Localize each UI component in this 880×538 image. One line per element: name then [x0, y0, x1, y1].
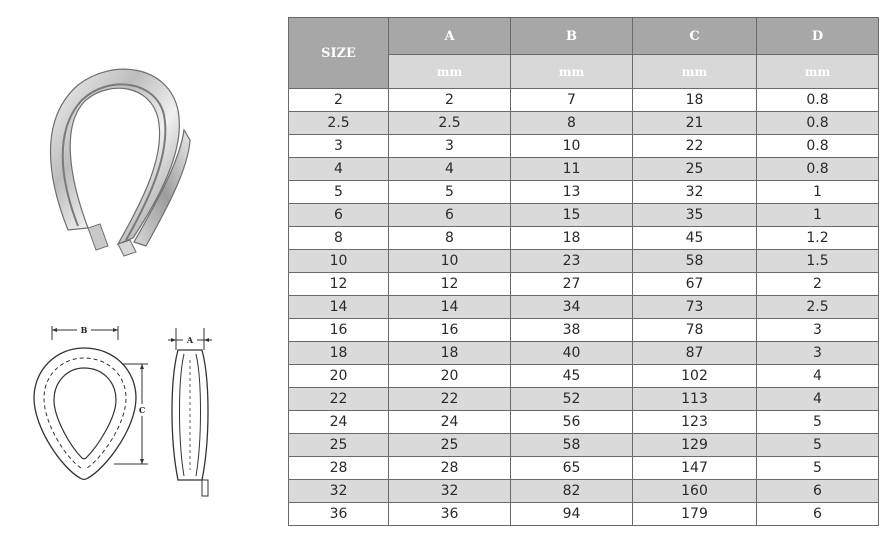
cell-b: 56: [511, 411, 633, 434]
cell-a: 25: [389, 434, 511, 457]
cell-c: 18: [633, 89, 757, 112]
table-row: [289, 480, 879, 503]
dimension-label-a: A: [186, 335, 194, 345]
cell-d: 0.8: [757, 112, 879, 135]
cell-a: 10: [389, 250, 511, 273]
cell-c: 129: [633, 434, 757, 457]
column-header-c: C: [633, 18, 757, 55]
cell-size: 3: [289, 135, 389, 158]
table-row: [289, 204, 879, 227]
cell-b: 8: [511, 112, 633, 135]
cell-c: 45: [633, 227, 757, 250]
cell-b: 94: [511, 503, 633, 526]
cell-size: 6: [289, 204, 389, 227]
dimension-label-c: C: [138, 405, 146, 415]
table-row: [289, 181, 879, 204]
cell-a: 28: [389, 457, 511, 480]
cell-b: 11: [511, 158, 633, 181]
cell-c: 25: [633, 158, 757, 181]
cell-c: 102: [633, 365, 757, 388]
cell-a: 18: [389, 342, 511, 365]
column-header-a: A: [389, 18, 511, 55]
cell-d: 4: [757, 365, 879, 388]
cell-size: 36: [289, 503, 389, 526]
cell-a: 2: [389, 89, 511, 112]
cell-a: 6: [389, 204, 511, 227]
cell-a: 8: [389, 227, 511, 250]
cell-size: 20: [289, 365, 389, 388]
table-row: [289, 112, 879, 135]
table-row: [289, 89, 879, 112]
cell-b: 23: [511, 250, 633, 273]
cell-size: 2.5: [289, 112, 389, 135]
cell-b: 34: [511, 296, 633, 319]
table-row: [289, 365, 879, 388]
cell-a: 3: [389, 135, 511, 158]
cell-c: 78: [633, 319, 757, 342]
cell-c: 179: [633, 503, 757, 526]
cell-c: 21: [633, 112, 757, 135]
cell-size: 10: [289, 250, 389, 273]
table-row: [289, 411, 879, 434]
cell-b: 45: [511, 365, 633, 388]
thimble-side-drawing: [162, 320, 222, 500]
table-row: [289, 503, 879, 526]
thimble-dimension-table: [288, 17, 879, 526]
cell-a: 2.5: [389, 112, 511, 135]
table-row: [289, 158, 879, 181]
cell-b: 82: [511, 480, 633, 503]
cell-a: 22: [389, 388, 511, 411]
cell-size: 8: [289, 227, 389, 250]
unit-label-d: mm: [757, 55, 879, 89]
cell-c: 67: [633, 273, 757, 296]
cell-b: 13: [511, 181, 633, 204]
table-body: [289, 89, 879, 526]
cell-c: 58: [633, 250, 757, 273]
cell-c: 147: [633, 457, 757, 480]
cell-d: 3: [757, 342, 879, 365]
cell-b: 10: [511, 135, 633, 158]
cell-c: 160: [633, 480, 757, 503]
cell-c: 87: [633, 342, 757, 365]
cell-d: 1: [757, 204, 879, 227]
table-row: [289, 434, 879, 457]
cell-d: 4: [757, 388, 879, 411]
cell-d: 3: [757, 319, 879, 342]
cell-b: 40: [511, 342, 633, 365]
size-column-header: SIZE: [289, 18, 389, 89]
cell-a: 14: [389, 296, 511, 319]
cell-d: 1: [757, 181, 879, 204]
cell-a: 24: [389, 411, 511, 434]
cell-size: 5: [289, 181, 389, 204]
cell-size: 14: [289, 296, 389, 319]
cell-size: 18: [289, 342, 389, 365]
table-row: [289, 342, 879, 365]
cell-b: 18: [511, 227, 633, 250]
table-row: [289, 250, 879, 273]
column-header-b: B: [511, 18, 633, 55]
cell-d: 5: [757, 411, 879, 434]
cell-d: 0.8: [757, 158, 879, 181]
unit-label-a: mm: [389, 55, 511, 89]
thimble-front-drawing: [22, 318, 172, 496]
thimble-product-image: [38, 60, 198, 260]
unit-label-b: mm: [511, 55, 633, 89]
cell-size: 25: [289, 434, 389, 457]
cell-c: 35: [633, 204, 757, 227]
cell-size: 2: [289, 89, 389, 112]
column-header-d: D: [757, 18, 879, 55]
cell-c: 32: [633, 181, 757, 204]
cell-size: 22: [289, 388, 389, 411]
table-header-row: [289, 18, 879, 55]
unit-label-c: mm: [633, 55, 757, 89]
cell-size: 28: [289, 457, 389, 480]
cell-d: 1.2: [757, 227, 879, 250]
cell-d: 0.8: [757, 135, 879, 158]
cell-d: 5: [757, 457, 879, 480]
cell-a: 32: [389, 480, 511, 503]
cell-b: 7: [511, 89, 633, 112]
cell-d: 1.5: [757, 250, 879, 273]
table-row: [289, 227, 879, 250]
dimension-label-b: B: [80, 325, 88, 335]
cell-a: 12: [389, 273, 511, 296]
cell-a: 16: [389, 319, 511, 342]
cell-size: 32: [289, 480, 389, 503]
table-row: [289, 457, 879, 480]
cell-b: 27: [511, 273, 633, 296]
cell-b: 15: [511, 204, 633, 227]
table-row: [289, 135, 879, 158]
table-row: [289, 296, 879, 319]
cell-c: 113: [633, 388, 757, 411]
table-row: [289, 319, 879, 342]
cell-b: 58: [511, 434, 633, 457]
cell-c: 123: [633, 411, 757, 434]
cell-d: 5: [757, 434, 879, 457]
cell-a: 20: [389, 365, 511, 388]
cell-a: 5: [389, 181, 511, 204]
cell-d: 6: [757, 503, 879, 526]
cell-d: 2.5: [757, 296, 879, 319]
cell-c: 22: [633, 135, 757, 158]
cell-b: 52: [511, 388, 633, 411]
cell-a: 4: [389, 158, 511, 181]
cell-c: 73: [633, 296, 757, 319]
table-row: [289, 273, 879, 296]
cell-size: 24: [289, 411, 389, 434]
table-row: [289, 388, 879, 411]
cell-size: 4: [289, 158, 389, 181]
cell-a: 36: [389, 503, 511, 526]
cell-d: 6: [757, 480, 879, 503]
cell-b: 65: [511, 457, 633, 480]
cell-d: 2: [757, 273, 879, 296]
cell-size: 12: [289, 273, 389, 296]
cell-d: 0.8: [757, 89, 879, 112]
cell-b: 38: [511, 319, 633, 342]
cell-size: 16: [289, 319, 389, 342]
